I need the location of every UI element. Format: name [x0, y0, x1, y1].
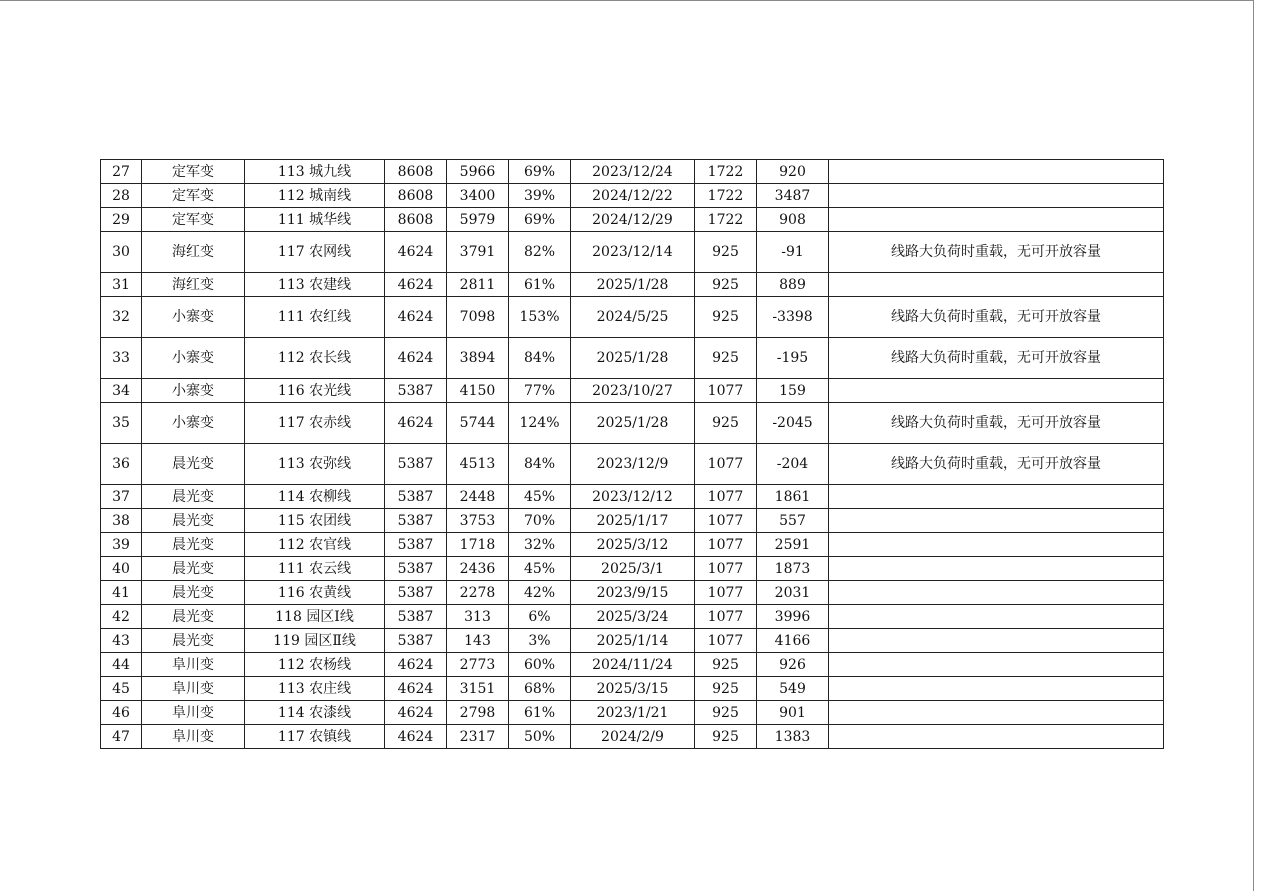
cell-load: 3791: [447, 232, 509, 273]
cell-no: 42: [101, 605, 142, 629]
cell-margin: 925: [695, 297, 757, 338]
cell-rate: 45%: [509, 485, 571, 509]
cell-station: 定军变: [142, 184, 245, 208]
cell-capacity: 5387: [385, 485, 447, 509]
cell-capacity: 5387: [385, 509, 447, 533]
cell-remark: 线路大负荷时重载，无可开放容量: [829, 338, 1164, 379]
cell-remark: [829, 701, 1164, 725]
cell-date: 2025/3/12: [571, 533, 695, 557]
cell-remark: 线路大负荷时重载，无可开放容量: [829, 403, 1164, 444]
cell-open: 1383: [757, 725, 829, 749]
table-row: [101, 533, 1164, 557]
cell-margin: 925: [695, 701, 757, 725]
cell-date: 2025/1/28: [571, 403, 695, 444]
cell-station: 定军变: [142, 208, 245, 232]
cell-line: 114 农漆线: [245, 701, 385, 725]
cell-capacity: 4624: [385, 232, 447, 273]
cell-capacity: 5387: [385, 629, 447, 653]
cell-no: 34: [101, 379, 142, 403]
table-row: [101, 701, 1164, 725]
cell-capacity: 4624: [385, 338, 447, 379]
cell-rate: 32%: [509, 533, 571, 557]
cell-rate: 68%: [509, 677, 571, 701]
cell-line: 114 农柳线: [245, 485, 385, 509]
cell-station: 海红变: [142, 273, 245, 297]
cell-margin: 1722: [695, 208, 757, 232]
cell-rate: 82%: [509, 232, 571, 273]
cell-remark: [829, 629, 1164, 653]
table-row: [101, 403, 1164, 444]
cell-margin: 925: [695, 725, 757, 749]
cell-no: 45: [101, 677, 142, 701]
cell-remark: [829, 509, 1164, 533]
table-row: [101, 208, 1164, 232]
table-row: [101, 273, 1164, 297]
cell-capacity: 8608: [385, 208, 447, 232]
cell-date: 2023/12/12: [571, 485, 695, 509]
cell-line: 111 城华线: [245, 208, 385, 232]
cell-date: 2025/3/24: [571, 605, 695, 629]
cell-station: 晨光变: [142, 581, 245, 605]
cell-date: 2023/12/24: [571, 160, 695, 184]
cell-load: 3151: [447, 677, 509, 701]
cell-margin: 1722: [695, 184, 757, 208]
cell-remark: [829, 605, 1164, 629]
cell-remark: 线路大负荷时重载，无可开放容量: [829, 232, 1164, 273]
cell-line: 112 农杨线: [245, 653, 385, 677]
cell-margin: 1077: [695, 509, 757, 533]
cell-date: 2025/1/17: [571, 509, 695, 533]
cell-load: 2448: [447, 485, 509, 509]
capacity-table: [100, 159, 1164, 749]
cell-date: 2024/11/24: [571, 653, 695, 677]
cell-open: 926: [757, 653, 829, 677]
cell-open: 2031: [757, 581, 829, 605]
cell-margin: 1077: [695, 605, 757, 629]
cell-station: 阜川变: [142, 653, 245, 677]
cell-line: 115 农团线: [245, 509, 385, 533]
cell-margin: 1077: [695, 444, 757, 485]
table-row: [101, 605, 1164, 629]
table-row: [101, 677, 1164, 701]
cell-remark: [829, 725, 1164, 749]
cell-open: -204: [757, 444, 829, 485]
cell-rate: 3%: [509, 629, 571, 653]
cell-capacity: 4624: [385, 725, 447, 749]
cell-load: 5979: [447, 208, 509, 232]
cell-no: 43: [101, 629, 142, 653]
cell-station: 晨光变: [142, 533, 245, 557]
cell-remark: [829, 160, 1164, 184]
cell-line: 116 农黄线: [245, 581, 385, 605]
cell-capacity: 5387: [385, 581, 447, 605]
cell-no: 37: [101, 485, 142, 509]
cell-remark: [829, 557, 1164, 581]
cell-open: -2045: [757, 403, 829, 444]
cell-capacity: 5387: [385, 605, 447, 629]
table-row: [101, 444, 1164, 485]
cell-no: 29: [101, 208, 142, 232]
cell-open: 908: [757, 208, 829, 232]
cell-rate: 153%: [509, 297, 571, 338]
cell-load: 3400: [447, 184, 509, 208]
cell-date: 2023/1/21: [571, 701, 695, 725]
cell-load: 2773: [447, 653, 509, 677]
cell-load: 143: [447, 629, 509, 653]
cell-load: 2278: [447, 581, 509, 605]
cell-rate: 61%: [509, 273, 571, 297]
cell-open: 3487: [757, 184, 829, 208]
table-row: [101, 338, 1164, 379]
cell-remark: 线路大负荷时重载，无可开放容量: [829, 297, 1164, 338]
cell-remark: [829, 533, 1164, 557]
table-row: [101, 485, 1164, 509]
cell-line: 118 园区Ⅰ线: [245, 605, 385, 629]
cell-remark: [829, 677, 1164, 701]
cell-line: 113 农弥线: [245, 444, 385, 485]
cell-open: -91: [757, 232, 829, 273]
cell-station: 小寨变: [142, 297, 245, 338]
cell-open: 1861: [757, 485, 829, 509]
cell-no: 30: [101, 232, 142, 273]
cell-date: 2024/5/25: [571, 297, 695, 338]
cell-date: 2025/1/14: [571, 629, 695, 653]
cell-load: 2436: [447, 557, 509, 581]
cell-no: 46: [101, 701, 142, 725]
cell-line: 112 农长线: [245, 338, 385, 379]
cell-line: 112 农官线: [245, 533, 385, 557]
table-row: [101, 629, 1164, 653]
cell-station: 定军变: [142, 160, 245, 184]
cell-station: 阜川变: [142, 725, 245, 749]
cell-open: 549: [757, 677, 829, 701]
table-row: [101, 160, 1164, 184]
cell-line: 111 农云线: [245, 557, 385, 581]
cell-rate: 124%: [509, 403, 571, 444]
cell-station: 晨光变: [142, 509, 245, 533]
cell-load: 1718: [447, 533, 509, 557]
cell-date: 2023/10/27: [571, 379, 695, 403]
table-row: [101, 557, 1164, 581]
cell-date: 2025/3/15: [571, 677, 695, 701]
cell-open: -3398: [757, 297, 829, 338]
cell-capacity: 8608: [385, 160, 447, 184]
cell-capacity: 4624: [385, 677, 447, 701]
cell-capacity: 8608: [385, 184, 447, 208]
cell-rate: 69%: [509, 160, 571, 184]
cell-date: 2023/12/9: [571, 444, 695, 485]
cell-rate: 6%: [509, 605, 571, 629]
cell-capacity: 5387: [385, 444, 447, 485]
table-row: [101, 725, 1164, 749]
cell-no: 27: [101, 160, 142, 184]
cell-no: 35: [101, 403, 142, 444]
cell-rate: 45%: [509, 557, 571, 581]
cell-station: 晨光变: [142, 557, 245, 581]
cell-line: 113 农庄线: [245, 677, 385, 701]
cell-station: 晨光变: [142, 605, 245, 629]
cell-load: 2811: [447, 273, 509, 297]
cell-load: 2317: [447, 725, 509, 749]
cell-station: 小寨变: [142, 403, 245, 444]
cell-remark: [829, 273, 1164, 297]
cell-date: 2025/3/1: [571, 557, 695, 581]
cell-margin: 925: [695, 403, 757, 444]
cell-rate: 50%: [509, 725, 571, 749]
cell-rate: 60%: [509, 653, 571, 677]
cell-rate: 70%: [509, 509, 571, 533]
cell-station: 海红变: [142, 232, 245, 273]
cell-load: 7098: [447, 297, 509, 338]
cell-margin: 925: [695, 677, 757, 701]
cell-rate: 61%: [509, 701, 571, 725]
cell-remark: [829, 208, 1164, 232]
cell-open: 1873: [757, 557, 829, 581]
cell-rate: 84%: [509, 338, 571, 379]
cell-capacity: 4624: [385, 273, 447, 297]
cell-capacity: 5387: [385, 533, 447, 557]
cell-capacity: 4624: [385, 297, 447, 338]
table-row: [101, 581, 1164, 605]
cell-open: 920: [757, 160, 829, 184]
cell-load: 3753: [447, 509, 509, 533]
cell-rate: 77%: [509, 379, 571, 403]
cell-date: 2025/1/28: [571, 273, 695, 297]
cell-no: 36: [101, 444, 142, 485]
table-body: [101, 160, 1164, 749]
cell-no: 33: [101, 338, 142, 379]
cell-remark: 线路大负荷时重载，无可开放容量: [829, 444, 1164, 485]
cell-margin: 925: [695, 273, 757, 297]
cell-capacity: 5387: [385, 557, 447, 581]
cell-margin: 925: [695, 653, 757, 677]
cell-margin: 1077: [695, 379, 757, 403]
cell-station: 小寨变: [142, 338, 245, 379]
cell-no: 32: [101, 297, 142, 338]
cell-margin: 1722: [695, 160, 757, 184]
cell-station: 晨光变: [142, 444, 245, 485]
cell-capacity: 4624: [385, 403, 447, 444]
cell-load: 4513: [447, 444, 509, 485]
cell-margin: 1077: [695, 485, 757, 509]
cell-date: 2024/12/22: [571, 184, 695, 208]
cell-capacity: 4624: [385, 653, 447, 677]
cell-margin: 1077: [695, 557, 757, 581]
cell-capacity: 4624: [385, 701, 447, 725]
cell-load: 4150: [447, 379, 509, 403]
cell-station: 阜川变: [142, 701, 245, 725]
table-row: [101, 184, 1164, 208]
cell-station: 晨光变: [142, 485, 245, 509]
cell-remark: [829, 581, 1164, 605]
cell-rate: 42%: [509, 581, 571, 605]
cell-no: 47: [101, 725, 142, 749]
cell-date: 2024/2/9: [571, 725, 695, 749]
cell-rate: 69%: [509, 208, 571, 232]
cell-margin: 1077: [695, 629, 757, 653]
cell-margin: 1077: [695, 533, 757, 557]
cell-capacity: 5387: [385, 379, 447, 403]
cell-no: 40: [101, 557, 142, 581]
table-row: [101, 509, 1164, 533]
cell-open: 901: [757, 701, 829, 725]
cell-date: 2025/1/28: [571, 338, 695, 379]
cell-line: 119 园区Ⅱ线: [245, 629, 385, 653]
cell-no: 39: [101, 533, 142, 557]
cell-no: 31: [101, 273, 142, 297]
cell-line: 116 农光线: [245, 379, 385, 403]
cell-open: -195: [757, 338, 829, 379]
cell-open: 159: [757, 379, 829, 403]
cell-no: 44: [101, 653, 142, 677]
cell-station: 晨光变: [142, 629, 245, 653]
cell-rate: 39%: [509, 184, 571, 208]
table-row: [101, 653, 1164, 677]
cell-no: 38: [101, 509, 142, 533]
cell-load: 3894: [447, 338, 509, 379]
cell-rate: 84%: [509, 444, 571, 485]
cell-load: 2798: [447, 701, 509, 725]
cell-line: 113 农建线: [245, 273, 385, 297]
table-row: [101, 297, 1164, 338]
cell-station: 小寨变: [142, 379, 245, 403]
cell-load: 5744: [447, 403, 509, 444]
table-row: [101, 379, 1164, 403]
cell-line: 117 农网线: [245, 232, 385, 273]
cell-load: 5966: [447, 160, 509, 184]
cell-date: 2023/12/14: [571, 232, 695, 273]
table-row: [101, 232, 1164, 273]
cell-no: 28: [101, 184, 142, 208]
cell-margin: 1077: [695, 581, 757, 605]
cell-open: 2591: [757, 533, 829, 557]
cell-line: 111 农红线: [245, 297, 385, 338]
cell-line: 113 城九线: [245, 160, 385, 184]
cell-remark: [829, 184, 1164, 208]
cell-open: 557: [757, 509, 829, 533]
cell-line: 117 农赤线: [245, 403, 385, 444]
cell-remark: [829, 485, 1164, 509]
cell-line: 112 城南线: [245, 184, 385, 208]
cell-station: 阜川变: [142, 677, 245, 701]
cell-remark: [829, 653, 1164, 677]
cell-open: 889: [757, 273, 829, 297]
cell-no: 41: [101, 581, 142, 605]
cell-date: 2023/9/15: [571, 581, 695, 605]
cell-date: 2024/12/29: [571, 208, 695, 232]
cell-open: 4166: [757, 629, 829, 653]
cell-margin: 925: [695, 338, 757, 379]
cell-load: 313: [447, 605, 509, 629]
cell-open: 3996: [757, 605, 829, 629]
cell-margin: 925: [695, 232, 757, 273]
cell-remark: [829, 379, 1164, 403]
cell-line: 117 农镇线: [245, 725, 385, 749]
